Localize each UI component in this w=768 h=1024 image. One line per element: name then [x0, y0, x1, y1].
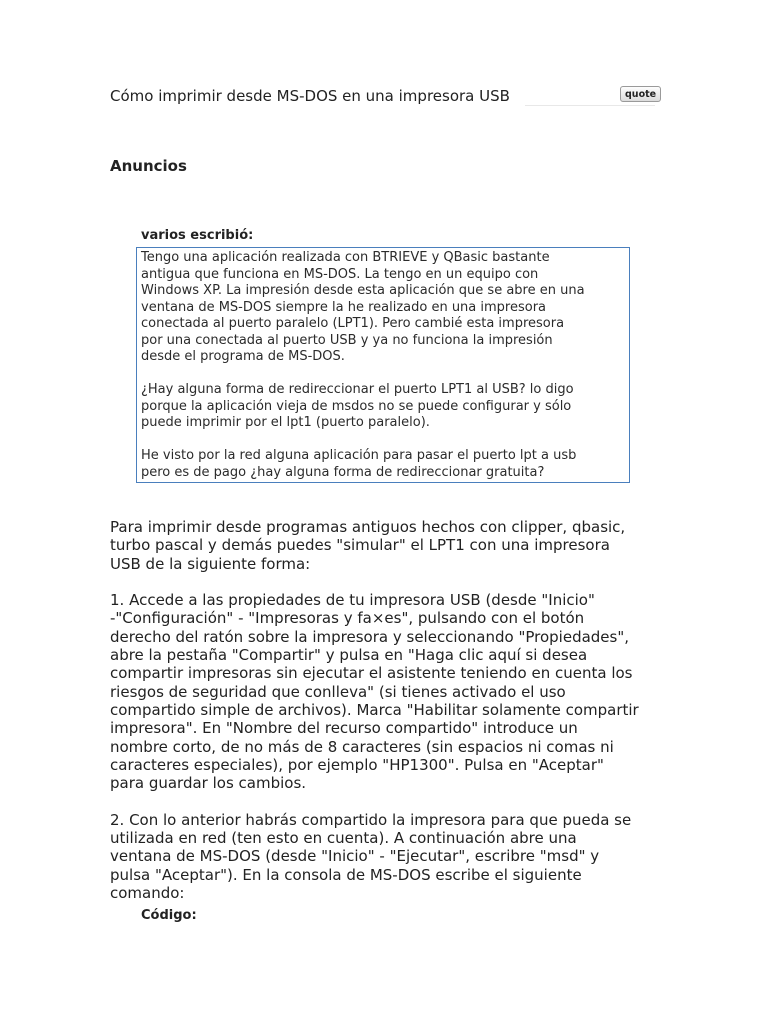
post-title-row	[110, 86, 658, 106]
answer-body	[110, 518, 670, 921]
quote-block	[136, 247, 630, 483]
code-label: Código:	[141, 908, 197, 923]
answer-paragraph: 1. Accede a las propiedades de tu impresora USB (desde "Inicio" -"Configuración" - "Impresoras y fa×es", pulsando con el botón derecho del ratón sobre la impresora y seleccionando "Propiedades", abre la pestaña "Compartir" y pulsa en "Haga clic aquí si desea compartir impresoras sin ejecutar el asistente teniendo en cuenta los riesgos de seguridad que conlleva" (si tienes activado el uso compartido simple de archivos). Marca "Habilitar solamente compartir impresora". En "Nombre del recurso compartido" introduce un nombre corto, de no más de 8 caracteres (sin espacios ni comas ni caracteres especiales), por ejemplo "HP1300". Pulsa en "Aceptar" para guardar los cambios.	[110, 591, 639, 793]
title-divider	[525, 105, 655, 106]
quote-paragraph: Tengo una aplicación realizada con BTRIEVE y QBasic bastante antigua que funciona en MS-DOS. La tengo en un equipo con Windows XP. La impresión desde esta aplicación que se abre en una ventana de MS-DOS siempre la he realizado en una impresora conectada al puerto paralelo (LPT1). Pero cambié esta impresora por una conectada al puerto USB y ya no funciona la impresión desde el programa de MS-DOS.	[141, 250, 585, 364]
quote-paragraph: ¿Hay alguna forma de redireccionar el puerto LPT1 al USB? lo digo porque la aplicación vieja de msdos no se puede configurar y sólo puede imprimir por el lpt1 (puerto paralelo).	[141, 382, 574, 430]
post-title: Cómo imprimir desde MS-DOS en una impresora USB	[110, 87, 510, 105]
quote-author: varios escribió:	[141, 228, 254, 243]
quote-paragraph: He visto por la red alguna aplicación para pasar el puerto lpt a usb pero es de pago ¿hay alguna forma de redireccionar gratuita?	[141, 448, 577, 480]
answer-paragraph: 2. Con lo anterior habrás compartido la impresora para que pueda se utilizada en red (ten esto en cuenta). A continuación abre una ventana de MS-DOS (desde "Inicio" - "Ejecutar", escribre "msd" y pulsa "Aceptar"). En la consola de MS-DOS escribe el siguiente comando:	[110, 810, 632, 902]
quote-button[interactable]: quote	[620, 86, 661, 102]
answer-paragraph: Para imprimir desde programas antiguos hechos con clipper, qbasic, turbo pascal y demás puedes "simular" el LPT1 con una impresora USB de la siguiente forma:	[110, 518, 626, 573]
ads-heading: Anuncios	[110, 157, 187, 175]
